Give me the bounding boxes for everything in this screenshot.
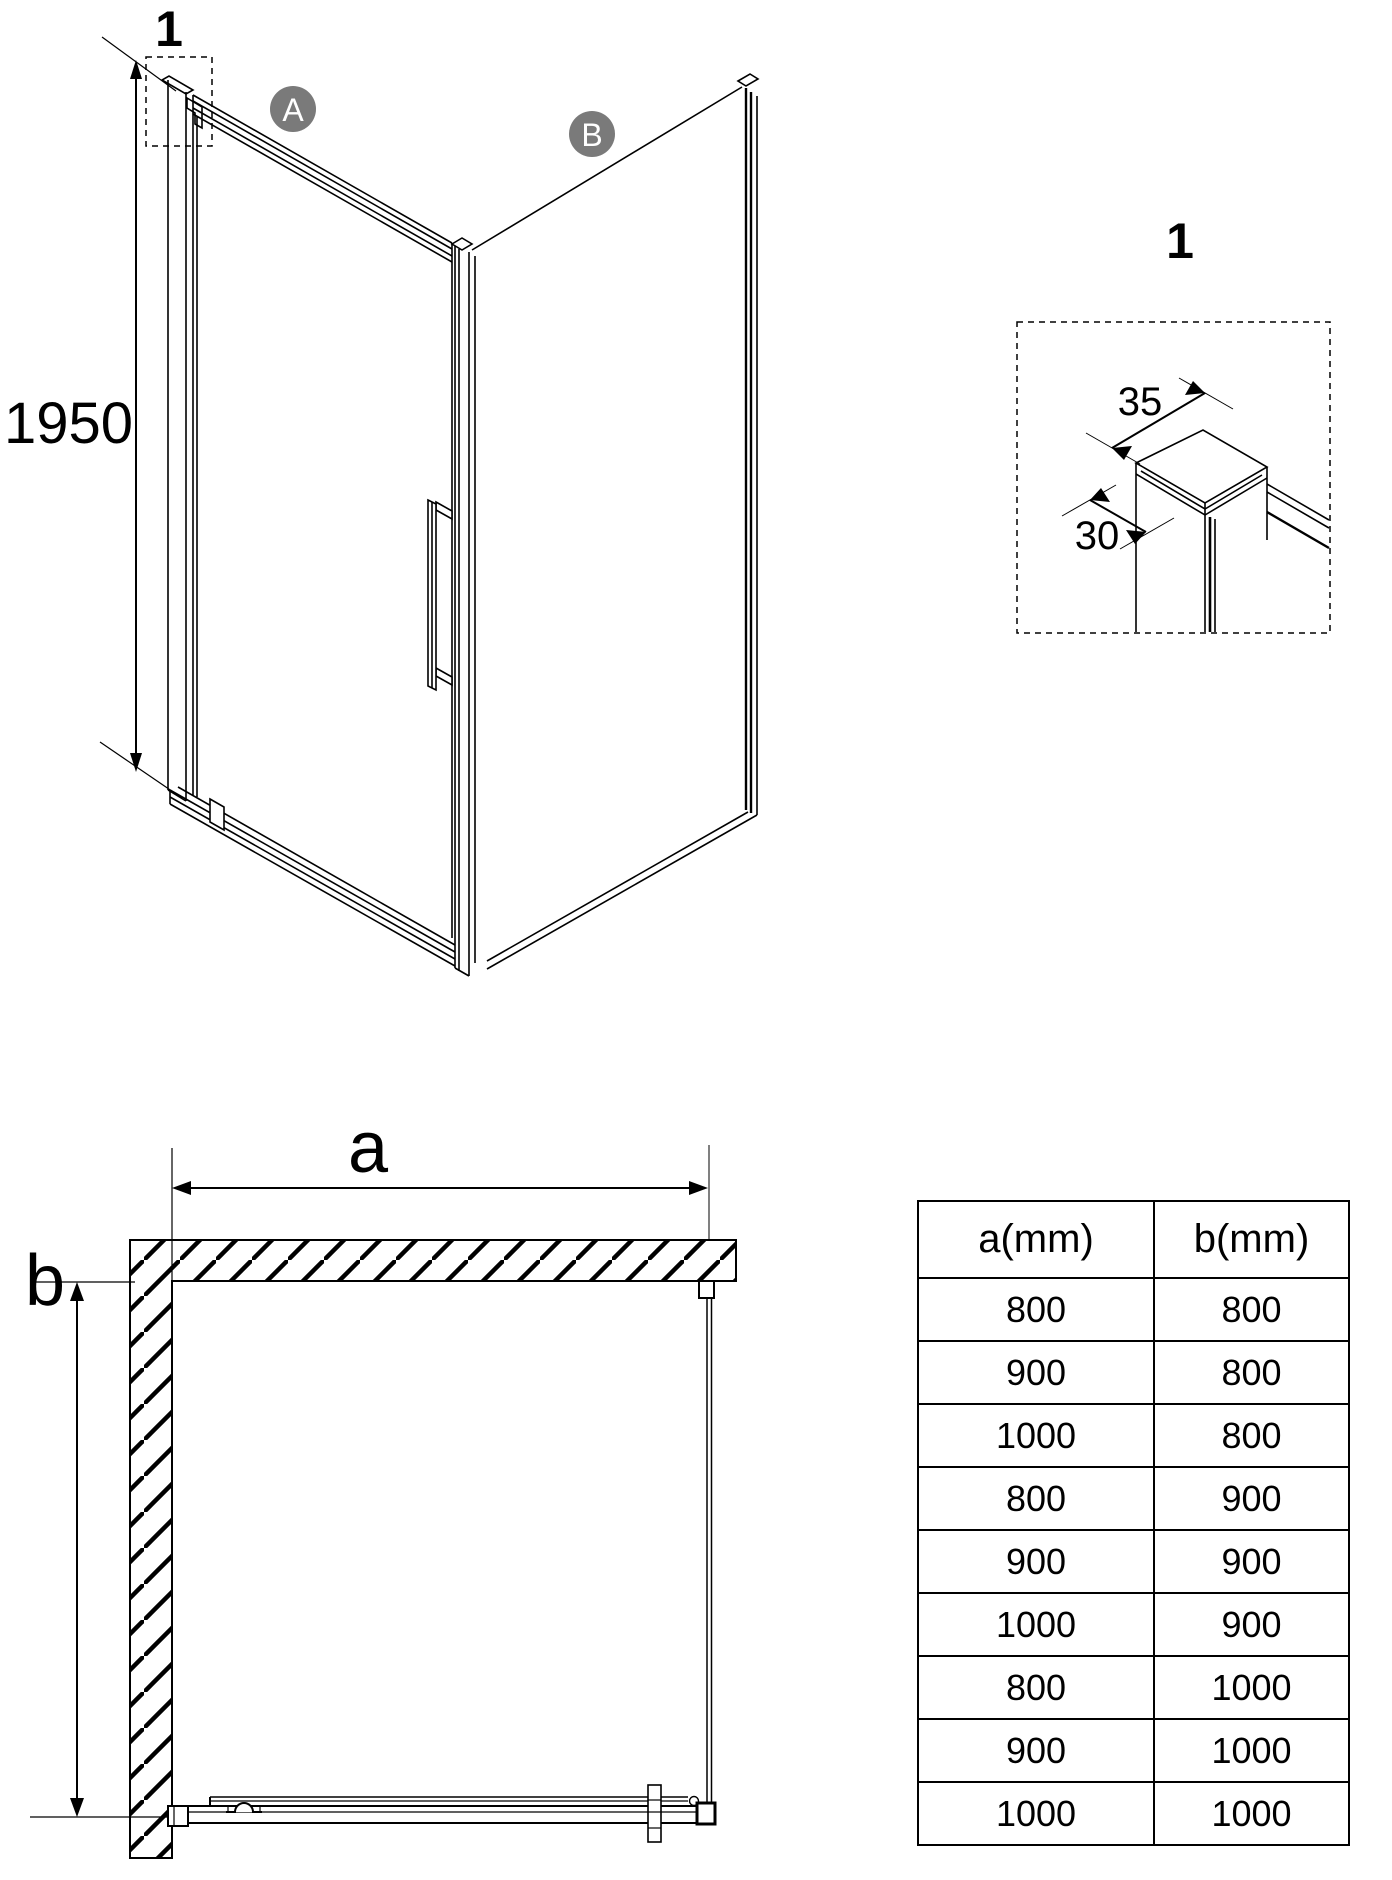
table-row: [918, 1341, 1349, 1404]
panel-b-letter: B: [581, 117, 603, 153]
cell-a: 800: [918, 1278, 1154, 1341]
height-dimension-label: 1950: [4, 391, 134, 456]
cell-b: 1000: [1154, 1782, 1349, 1845]
table-row: [918, 1719, 1349, 1782]
table-row: [918, 1593, 1349, 1656]
cell-b: 1000: [1154, 1719, 1349, 1782]
wall-profile: [162, 76, 202, 801]
cell-a: 900: [918, 1341, 1154, 1404]
cell-b: 900: [1154, 1593, 1349, 1656]
walls-hatched: [130, 1240, 736, 1858]
cell-a: 900: [918, 1530, 1154, 1593]
cell-a: 800: [918, 1656, 1154, 1719]
door-handle: [428, 500, 452, 690]
cell-a: 1000: [918, 1593, 1154, 1656]
detail-dim-35-label: 35: [1117, 380, 1163, 424]
bottom-pivot-icon: [210, 799, 224, 830]
plan-view: [25, 1108, 736, 1858]
arrow-down-icon: [70, 1798, 84, 1817]
table-row: [918, 1530, 1349, 1593]
side-panel-b: [472, 74, 758, 969]
cell-b: 800: [1154, 1278, 1349, 1341]
size-table-header-a: a(mm): [918, 1201, 1154, 1278]
plan-dim-b-label: b: [24, 1241, 66, 1321]
corner-block: [697, 1803, 715, 1824]
cell-a: 900: [918, 1719, 1154, 1782]
table-row: [918, 1656, 1349, 1719]
table-row: [918, 1467, 1349, 1530]
size-table: [917, 1200, 1350, 1846]
panel-a-badge: [270, 86, 316, 132]
panel-b-badge: [569, 111, 615, 157]
arrow-right-icon: [1126, 530, 1146, 544]
cell-a: 1000: [918, 1404, 1154, 1467]
wall-bracket: [699, 1281, 714, 1298]
glass-panel-edge: [1267, 484, 1329, 548]
door-panel-a: [170, 95, 455, 966]
cell-a: 800: [918, 1467, 1154, 1530]
detail-callout-number: 1: [155, 1, 183, 57]
detail-callout: [146, 57, 212, 146]
table-row: [918, 1278, 1349, 1341]
table-row: [918, 1404, 1349, 1467]
door-panel-a-plan: [168, 1785, 715, 1842]
detail-dim-30-label: 30: [1074, 514, 1120, 558]
cell-b: 1000: [1154, 1656, 1349, 1719]
detail-view: [1017, 213, 1330, 633]
corner-post: [452, 238, 472, 976]
cell-b: 900: [1154, 1467, 1349, 1530]
arrow-left-icon: [172, 1181, 191, 1195]
arrow-up-icon: [70, 1282, 84, 1301]
isometric-view: [4, 1, 758, 976]
profile-cap: [1136, 430, 1267, 515]
arrow-right-icon: [689, 1181, 708, 1195]
arrow-up-icon: [130, 60, 142, 79]
handle-plan: [648, 1785, 661, 1842]
plan-dim-a-label: a: [347, 1108, 389, 1188]
cell-b: 900: [1154, 1530, 1349, 1593]
hinge-block: [168, 1806, 188, 1826]
panel-a-letter: A: [282, 92, 304, 128]
cell-b: 800: [1154, 1341, 1349, 1404]
size-table-header-row: [918, 1201, 1349, 1278]
cell-b: 800: [1154, 1404, 1349, 1467]
size-table-header-b: b(mm): [1154, 1201, 1349, 1278]
table-row: [918, 1782, 1349, 1845]
detail-view-number: 1: [1166, 213, 1194, 269]
cell-a: 1000: [918, 1782, 1154, 1845]
